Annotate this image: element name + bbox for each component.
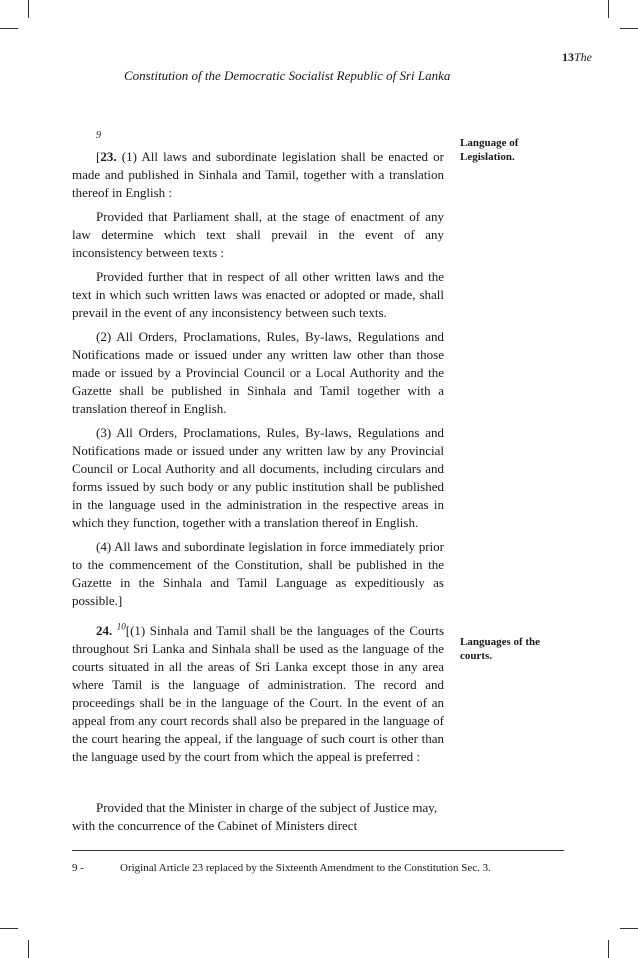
footnote-marker: 9 [96, 130, 101, 141]
page-number: 13The [562, 50, 592, 64]
margin-note-legislation: Language of Legislation. [460, 137, 519, 163]
footnote [72, 862, 491, 874]
paragraph: Provided further that in respect of all other written laws and the text in which such written laws was enacted or adopted or made, shall prevail in the event of any inconsistency between such texts. [72, 269, 444, 320]
paragraph: [23. (1) All laws and subordinate legislation shall be enacted or made and published in Sinhala and Tamil, together with a translation thereof in English : [72, 149, 444, 200]
article-number: 23. [100, 149, 117, 164]
paragraph: Provided that Parliament shall, at the stage of enactment of any law determine which text shall prevail in the event of any inconsistency between texts : [72, 209, 444, 260]
margin-note-courts: Languages of the courts. [460, 636, 541, 662]
proviso-line: Provided that the Minister in charge of the subject of Justice may, [96, 800, 438, 815]
crop-mark [608, 940, 609, 958]
paragraph: 24. $^{10}$[(1) Sinhala and Tamil shall be the languages of the Courts throughout Sri Lanka and Sinhala shall be used as the language of the courts situated in all the areas of Sri Lanka except those in any area where Tamil is the language of administration. The record and proceedings shall be in the language of the Court. In the event of an appeal from any court records shall also be prepared in the language of the court hearing the appeal, if the language of such court is other than the language used by the court from which the appeal is preferred : [72, 621, 445, 764]
footnote-text: Original Article 23 replaced by the Sixteenth Amendment to the Constitution Sec. 3. [120, 862, 491, 874]
running-header: Constitution of the Democratic Socialist Republic of Sri Lanka [124, 68, 451, 83]
proviso-line: with the concurrence of the Cabinet of Ministers direct [72, 818, 358, 833]
article-number: 24. [96, 623, 113, 638]
crop-mark [28, 940, 29, 958]
crop-mark [28, 0, 29, 18]
footnote-ref: 10 [116, 621, 126, 632]
crop-mark [620, 928, 638, 929]
paragraph: (4) All laws and subordinate legislation in force immediately prior to the commencement of the Constitution, shall be published in the Gazette in the Sinhala and Tamil Language as expeditiously as possible.] [72, 539, 444, 608]
footnote-number: 9 - [72, 862, 84, 874]
crop-mark [620, 28, 638, 29]
crop-mark [0, 928, 18, 929]
page-suffix: The [574, 50, 592, 64]
body-text [72, 148, 444, 772]
paragraph: (3) All Orders, Proclamations, Rules, By-laws, Regulations and Notifications made or issued under any written law by any Provincial Council or Local Authority and all documents, including circulars and forms issued by such body or any public institution shall be published in the language used in the administration in the respective areas in which they function, together with a translation thereof in English. [72, 425, 444, 530]
crop-mark [0, 28, 18, 29]
crop-mark [608, 0, 609, 18]
footnote-rule [72, 850, 564, 851]
paragraph: (2) All Orders, Proclamations, Rules, By-laws, Regulations and Notifications made or issued under any written law other than those made or issued by a Provincial Council or a Local Authority and the Gazette shall be published in Sinhala and Tamil together with a translation thereof in English. [72, 329, 444, 416]
